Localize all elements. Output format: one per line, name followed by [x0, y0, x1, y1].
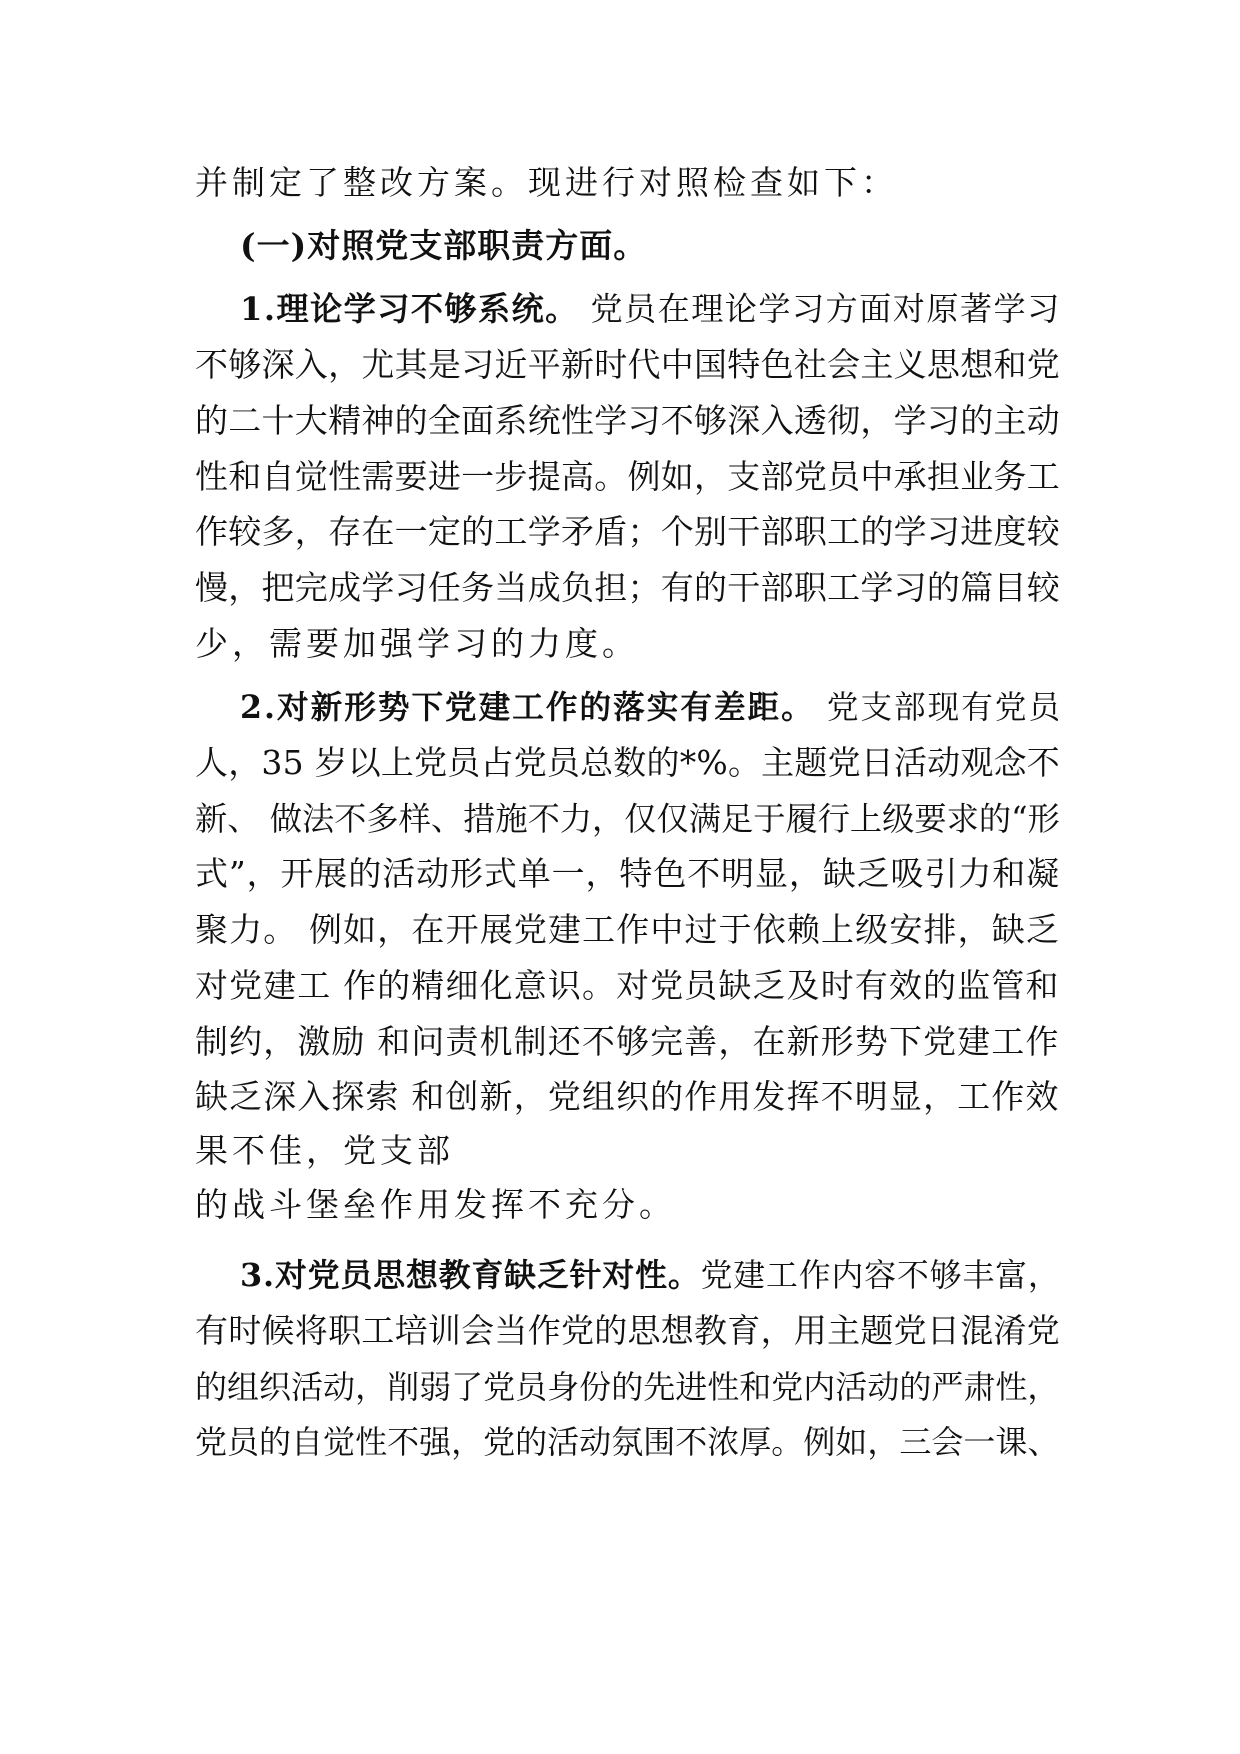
item-3-first-line [240, 1255, 1061, 1295]
item-1-title: 1.理论学习不够系统。 [240, 290, 579, 328]
item-2-line-2: 人，35 岁以上党员占党员总数的*%。主题党日活动观念不 [195, 743, 1060, 782]
item-1-line-7: 少，需要加强学习的力度。 [195, 624, 639, 663]
item-2-line-7: 制约，激励 和问责机制还不够完善，在新形势下党建工作 [195, 1022, 1060, 1061]
item-1-line-2: 不够深入，尤其是习近平新时代中国特色社会主义思想和党 [195, 345, 1060, 384]
item-1-line-5: 作较多，存在一定的工学矛盾；个别干部职工的学习进度较 [195, 512, 1060, 551]
item-1-line-3: 的二十大精神的全面系统性学习不够深入透彻，学习的主动 [195, 401, 1060, 440]
item-2-title: 2.对新形势下党建工作的落实有差距。 [240, 689, 815, 726]
item-2-line-6: 对党建工 作的精细化意识。对党员缺乏及时有效的监管和 [195, 966, 1060, 1005]
item-3-title: 3.对党员思想教育缺乏针对性。 [240, 1256, 701, 1294]
item-2-line-4: 式”，开展的活动形式单一，特色不明显，缺乏吸引力和凝 [195, 854, 1060, 893]
item-2-line-10: 的战斗堡垒作用发挥不充分。 [195, 1185, 676, 1224]
item-2-line-1: 党支部现有党员 [814, 690, 1063, 726]
item-1-line-4: 性和自觉性需要进一步提高。例如，支部党员中承担业务工 [195, 457, 1060, 496]
item-2-line-3: 新、 做法不多样、措施不力，仅仅满足于履行上级要求的“形 [195, 800, 1060, 838]
item-3-line-2: 有时候将职工培训会当作党的思想教育，用主题党日混淆党 [195, 1311, 1060, 1350]
item-2-first-line [240, 688, 1062, 728]
item-2-line-5: 聚力。 例如，在开展党建工作中过于依赖上级安排，缺乏 [195, 910, 1060, 949]
intro-line: 并制定了整改方案。现进行对照检查如下： [195, 163, 898, 202]
item-1-line-1: 党员在理论学习方面对原著学习 [578, 290, 1061, 328]
section-heading: (一)对照党支部职责方面。 [240, 226, 648, 265]
item-3-line-3: 的组织活动，削弱了党员身份的先进性和党内活动的严肃性， [195, 1368, 1060, 1406]
item-2-line-9: 果不佳，党支部 [195, 1131, 454, 1170]
item-3-line-1: 党建工作内容不够丰富， [700, 1256, 1061, 1294]
item-1-line-6: 慢，把完成学习任务当成负担；有的干部职工学习的篇目较 [195, 568, 1060, 607]
item-2-line-8: 缺乏深入探索 和创新，党组织的作用发挥不明显，工作效 [195, 1077, 1060, 1116]
item-3-line-4: 党员的自觉性不强，党的活动氛围不浓厚。例如，三会一课、 [195, 1423, 1060, 1461]
item-1-first-line [240, 289, 1061, 329]
